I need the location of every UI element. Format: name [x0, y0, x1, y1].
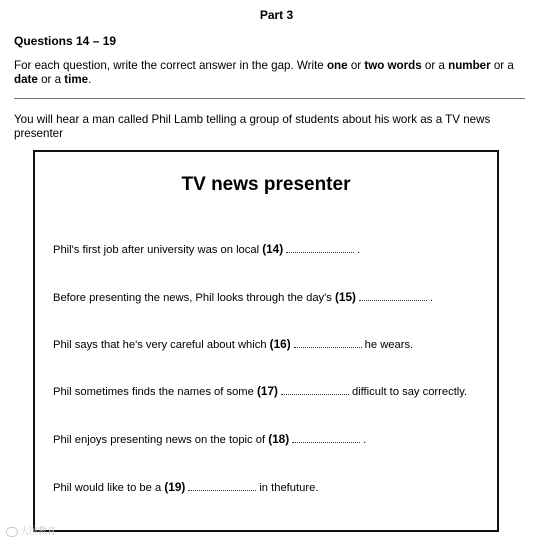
question-number: (14): [262, 242, 284, 256]
question-number: (19): [164, 480, 186, 494]
answer-gap[interactable]: [292, 441, 360, 443]
question-text: Phil enjoys presenting news on the topic of: [53, 434, 269, 446]
question-number: (16): [269, 337, 291, 351]
question-19: [53, 480, 318, 494]
question-text-after: .: [429, 292, 434, 304]
question-number: (15): [335, 290, 356, 304]
intro-text: You will hear a man called Phil Lamb telling a group of students about his work as a TV news presenter: [14, 113, 491, 140]
question-text: Phil sometimes finds the names of some: [53, 386, 257, 398]
instructions-text: For each question, write the correct answer in the gap. Write one or two words or a number or a date or a time.: [14, 59, 514, 86]
question-17: [53, 384, 467, 398]
question-text-after: he wears.: [364, 339, 414, 351]
divider: [14, 98, 525, 99]
answer-gap[interactable]: [294, 346, 362, 348]
question-text-after: difficult to say correctly.: [351, 386, 468, 398]
question-14: [53, 242, 360, 256]
question-15: [53, 290, 433, 304]
question-text-after: .: [357, 244, 361, 256]
answer-gap[interactable]: [281, 393, 349, 395]
answer-gap[interactable]: [286, 251, 354, 253]
question-number: (17): [256, 384, 278, 398]
question-18: [53, 432, 366, 446]
question-text: Phil says that he's very careful about which: [53, 339, 270, 351]
question-text: Phil's first job after university was on local: [53, 244, 263, 256]
question-text: Before presenting the news, Phil looks through the day's: [53, 292, 335, 304]
question-text: Phil would like to be a: [53, 482, 165, 494]
question-text-after: in thefuture.: [259, 482, 319, 494]
box-title: TV news presenter: [181, 174, 351, 195]
answer-gap[interactable]: [359, 299, 427, 301]
part-title: Part 3: [259, 8, 294, 22]
question-text-after: .: [363, 434, 367, 446]
questions-heading: Questions 14 – 19: [14, 34, 117, 48]
watermark-icon: [6, 527, 18, 537]
watermark: 大国教育: [6, 524, 56, 537]
question-number: (18): [268, 432, 290, 446]
question-16: [53, 337, 413, 351]
answer-gap[interactable]: [188, 489, 256, 491]
